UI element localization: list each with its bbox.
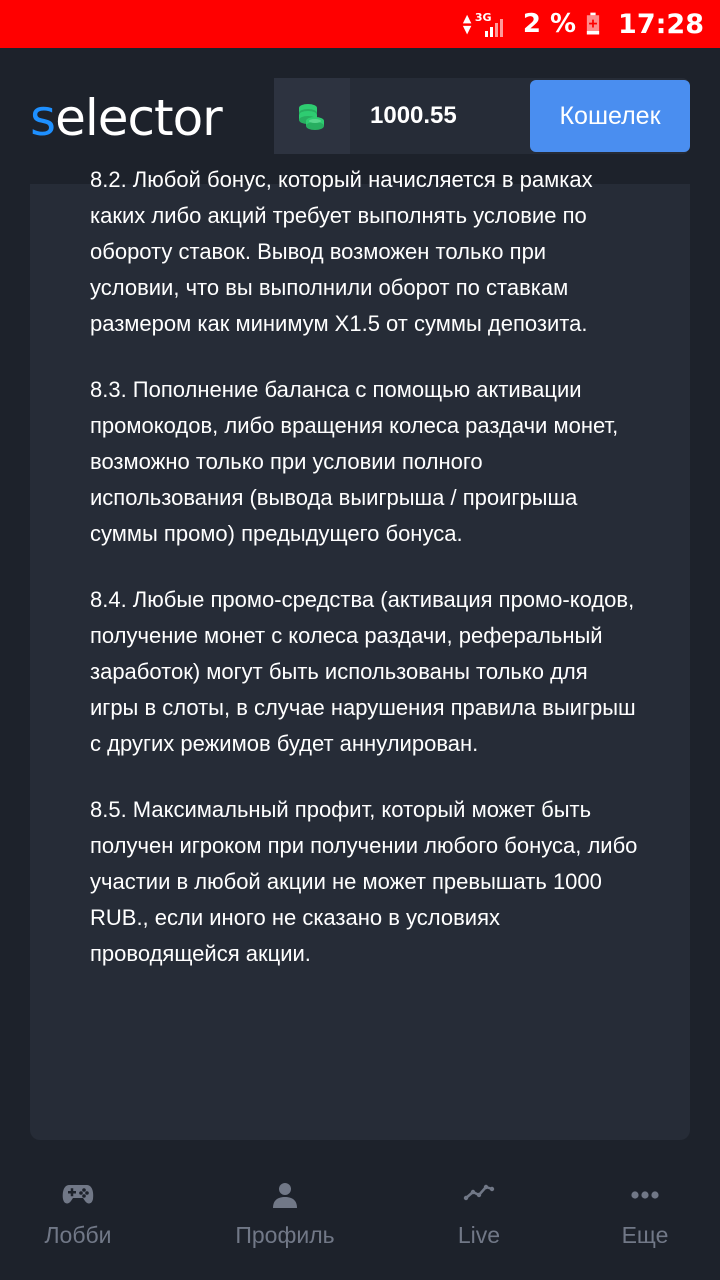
network-type: 3G <box>474 11 492 24</box>
balance-box <box>274 78 690 154</box>
nav-label-more: Еще <box>621 1222 669 1248</box>
data-arrows-icon: ▲ ▼ <box>462 12 472 36</box>
logo-rest: elector <box>55 89 222 147</box>
nav-label-profile: Профиль <box>235 1222 335 1248</box>
gamepad-icon <box>62 1182 94 1206</box>
nav-item-profile[interactable] <box>220 1160 350 1280</box>
rule-paragraph: 8.2. Любой бонус, который начисляется в рамках каких либо акций требует выполнять условие по обороту ставок. Вывод возможен только при условии, что вы выполнили оборот по ставкам размером как минимум X1.5 от суммы депозита. <box>90 167 593 336</box>
battery-percent: 2 % <box>522 9 577 39</box>
nav-item-lobby[interactable] <box>18 1160 138 1280</box>
nav-label-lobby: Лобби <box>44 1222 112 1248</box>
nav-label-live: Live <box>457 1222 501 1248</box>
rule-paragraph: 8.5. Максимальный профит, который может быть получен игроком при получении любого бонуса, либо участии в любой акции не может превышать 1000 RUB., если иного не сказано в условиях проводящейся акции. <box>90 797 638 966</box>
logo[interactable] <box>30 90 222 146</box>
user-icon <box>272 1182 298 1208</box>
clock: 17:28 <box>618 8 704 40</box>
rule-paragraph: 8.3. Пополнение баланса с помощью активации промокодов, либо вращения колеса раздачи монет, возможно только при условии полного использования (вывода выигрыша / проигрыша суммы промо) предыдущего бонуса. <box>90 377 619 546</box>
coins-cell <box>274 78 350 154</box>
balance-value: 1000.55 <box>370 102 457 129</box>
logo-first-letter: s <box>30 89 56 147</box>
rule-paragraph: 8.4. Любые промо-средства (активация промо-кодов, получение монет с колеса раздачи, реферальный заработок) могут быть использованы только для игры в слоты, в случае нарушения правила выигрыш с других режимов будет аннулирован. <box>90 587 636 756</box>
trend-line-icon <box>464 1182 494 1202</box>
network-indicator <box>463 9 513 39</box>
rules-content[interactable] <box>30 167 690 1140</box>
coins-icon <box>297 101 327 131</box>
battery-icon <box>586 12 600 36</box>
more-dots-icon <box>630 1190 660 1200</box>
nav-item-more[interactable] <box>595 1160 695 1280</box>
status-bar <box>0 0 720 48</box>
rules-text <box>90 162 638 1002</box>
nav-item-live[interactable] <box>429 1160 529 1280</box>
signal-icon <box>479 17 509 39</box>
wallet-button[interactable]: Кошелек <box>530 80 690 152</box>
bottom-nav <box>0 1160 720 1280</box>
status-icons <box>463 0 704 48</box>
